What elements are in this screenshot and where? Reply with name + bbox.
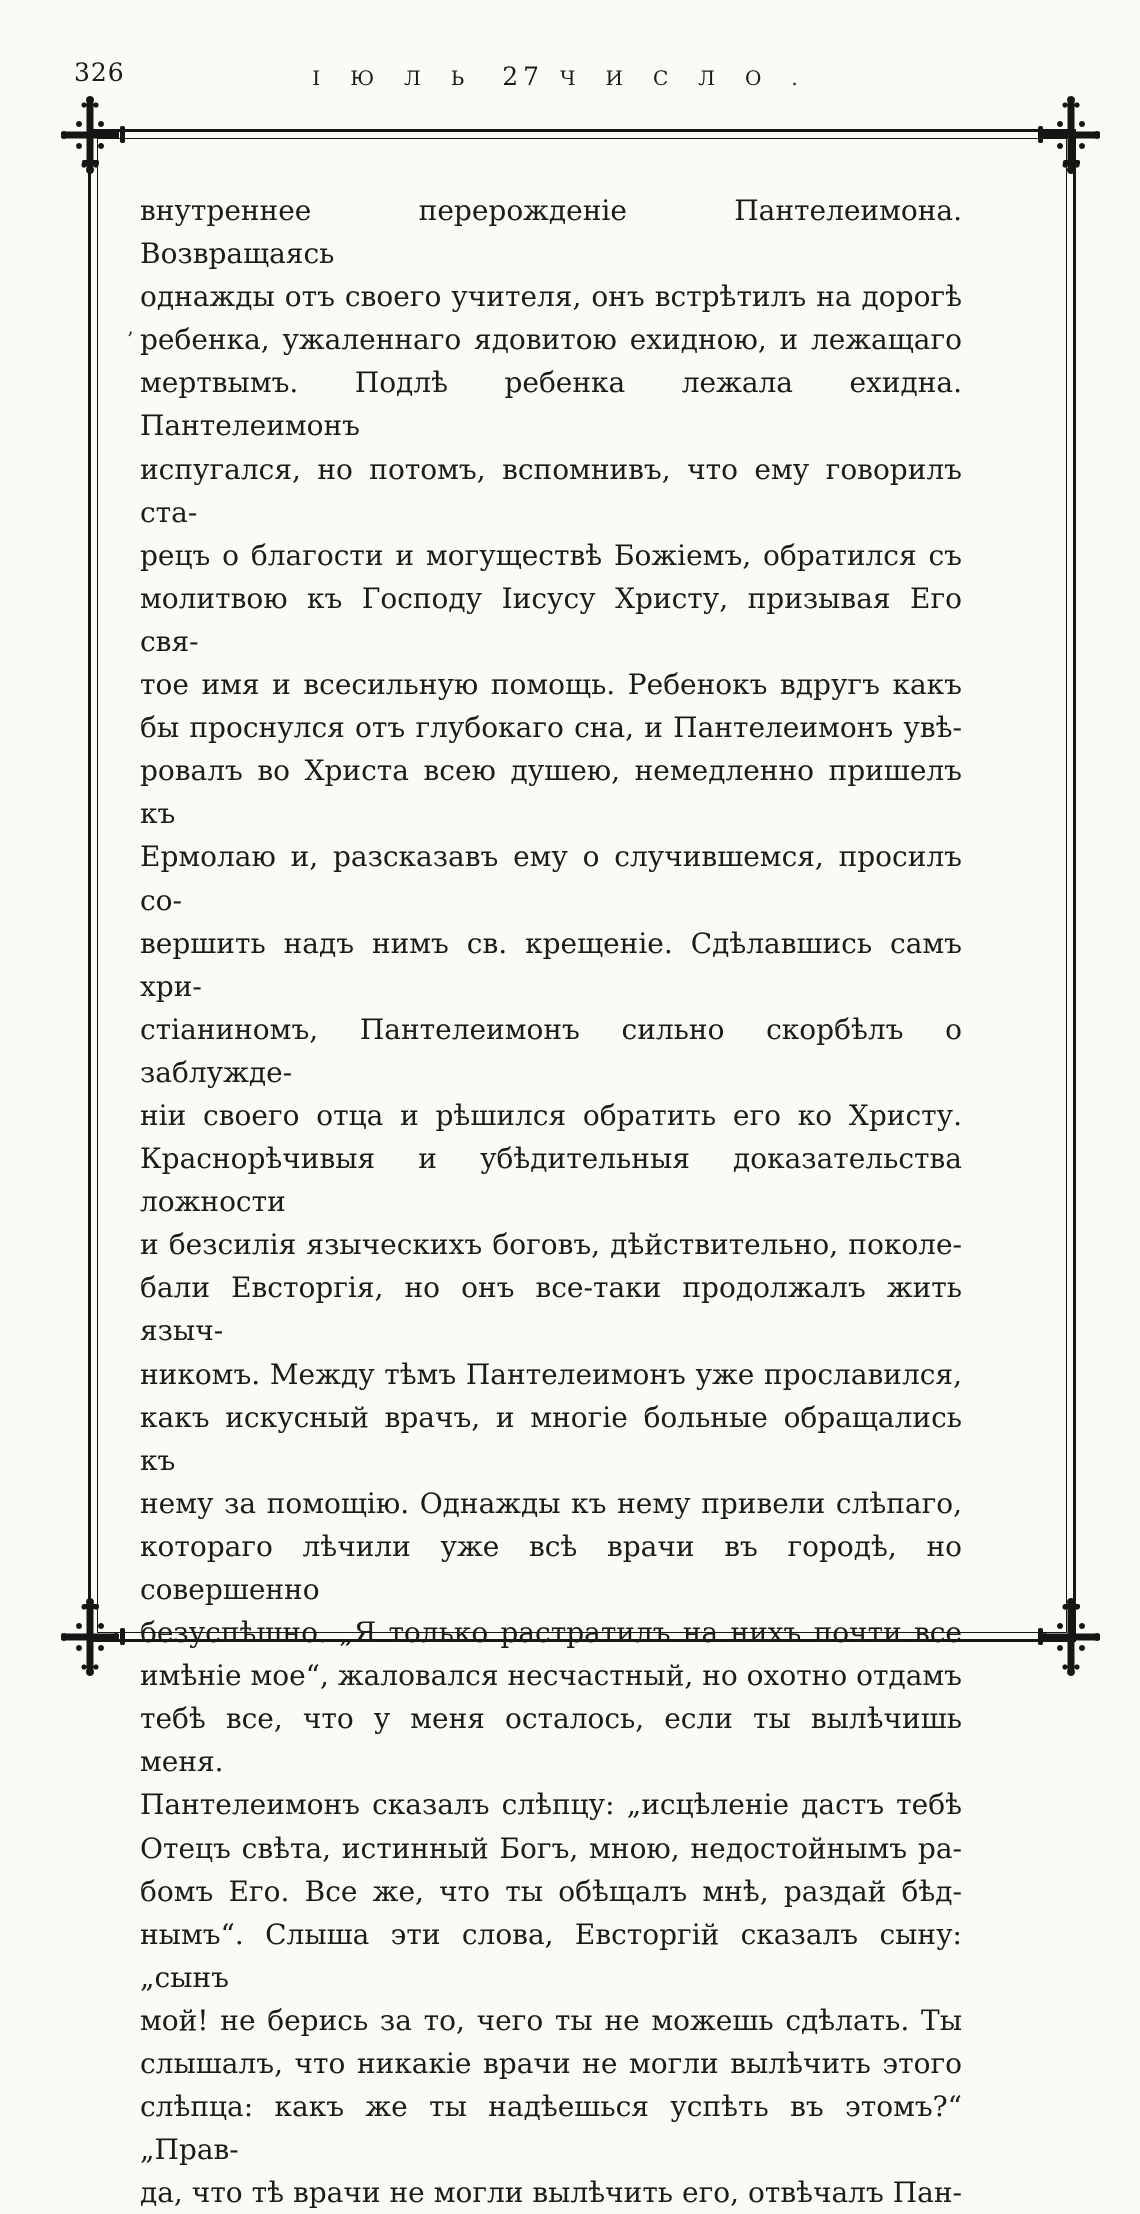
text-line: тебѣ все, что у меня осталось, если ты вылѣчишь меня. xyxy=(140,1702,962,1779)
text-line: испугался, но потомъ, вспомнивъ, что ему говорилъ ста- xyxy=(140,452,962,529)
text-line: Краснорѣчивыя и убѣдительныя доказательства ложности xyxy=(140,1142,962,1219)
text-line: котораго лѣчили уже всѣ врачи въ городѣ, но совершенно xyxy=(140,1529,962,1606)
text-line: Пантелеимонъ сказалъ слѣпцу: „исцѣленіе дастъ тебѣ xyxy=(140,1788,962,1822)
text-line: слышалъ, что никакіе врачи не могли вылѣчить этого xyxy=(140,2047,962,2081)
top-rule-left-cap xyxy=(120,126,125,143)
header-word: ЧИСЛО. xyxy=(560,66,828,90)
text-line: Отецъ свѣта, истинный Богъ, мною, недостойнымъ ра- xyxy=(140,1831,962,1865)
text-line: бы проснулся отъ глубокаго сна, и Пантелеимонъ увѣ- xyxy=(140,711,962,745)
text-line: и безсилія языческихъ боговъ, дѣйствительно, поколе- xyxy=(140,1228,962,1262)
text-line: Ермолаю и, разсказавъ ему о случившемся, просилъ со- xyxy=(140,840,962,917)
text-line: бомъ Его. Все же, что ты обѣщалъ мнѣ, раздай бѣд- xyxy=(140,1874,962,1908)
text-line: внутреннее перерожденіе Пантелеимона. Возвращаясь xyxy=(140,194,962,271)
text-line: безуспѣшно. „Я только растратилъ на нихъ почти все xyxy=(140,1616,962,1650)
text-line: нымъ“. Слыша эти слова, Евсторгій сказалъ сыну: „сынъ xyxy=(140,1917,962,1994)
margin-artifact-mark: ’ xyxy=(127,327,134,351)
text-line: ребенка, ужаленнаго ядовитою ехидною, и лежащаго xyxy=(140,323,962,357)
text-line: да, что тѣ врачи не могли вылѣчить его, отвѣчалъ Пан- xyxy=(140,2176,962,2210)
text-line: стіаниномъ, Пантелеимонъ сильно скорбѣлъ о заблужде- xyxy=(140,1012,962,1089)
corner-cross-top-right-icon xyxy=(1042,94,1100,176)
text-line: молитвою къ Господу Іисусу Христу, призывая Его свя- xyxy=(140,581,962,658)
bottom-rule-left-cap xyxy=(120,1628,125,1645)
text-line: ніи своего отца и рѣшился обратить его ко Христу. xyxy=(140,1098,962,1132)
text-line: бали Евсторгія, но онъ все-таки продолжалъ жить языч- xyxy=(140,1271,962,1348)
text-line: однажды отъ своего учителя, онъ встрѣтилъ на дорогѣ xyxy=(140,280,962,314)
text-line: рецъ о благости и могуществѣ Божіемъ, обратился съ xyxy=(140,538,962,572)
body-text xyxy=(140,189,962,2214)
text-line: никомъ. Между тѣмъ Пантелеимонъ уже прославился, xyxy=(140,1357,962,1391)
corner-cross-bottom-right-icon xyxy=(1042,1596,1100,1678)
text-line: тое имя и всесильную помощь. Ребенокъ вдругъ какъ xyxy=(140,668,962,702)
text-line: мой! не берись за то, чего ты не можешь сдѣлать. Ты xyxy=(140,2003,962,2037)
text-line: ровалъ во Христа всею душею, немедленно пришелъ къ xyxy=(140,754,962,831)
header-day: 27 xyxy=(502,62,545,91)
page-number: 326 xyxy=(74,58,125,87)
page-header xyxy=(0,62,1140,91)
text-line: вершить надъ нимъ св. крещеніе. Сдѣлавшись самъ хри- xyxy=(140,926,962,1003)
text-line: имѣніе мое“, жаловался несчастный, но охотно отдамъ xyxy=(140,1659,962,1693)
text-line: нему за помощію. Однажды къ нему привели слѣпаго, xyxy=(140,1486,962,1520)
corner-cross-top-left-icon xyxy=(61,94,119,176)
corner-cross-bottom-left-icon xyxy=(61,1596,119,1678)
text-line: какъ искусный врачъ, и многіе больные обращались къ xyxy=(140,1400,962,1477)
text-line: слѣпца: какъ же ты надѣешься успѣть въ этомъ?“ „Прав- xyxy=(140,2090,962,2167)
header-month: ІЮЛЬ xyxy=(312,66,495,90)
text-line: мертвымъ. Подлѣ ребенка лежала ехидна. Пантелеимонъ xyxy=(140,366,962,443)
